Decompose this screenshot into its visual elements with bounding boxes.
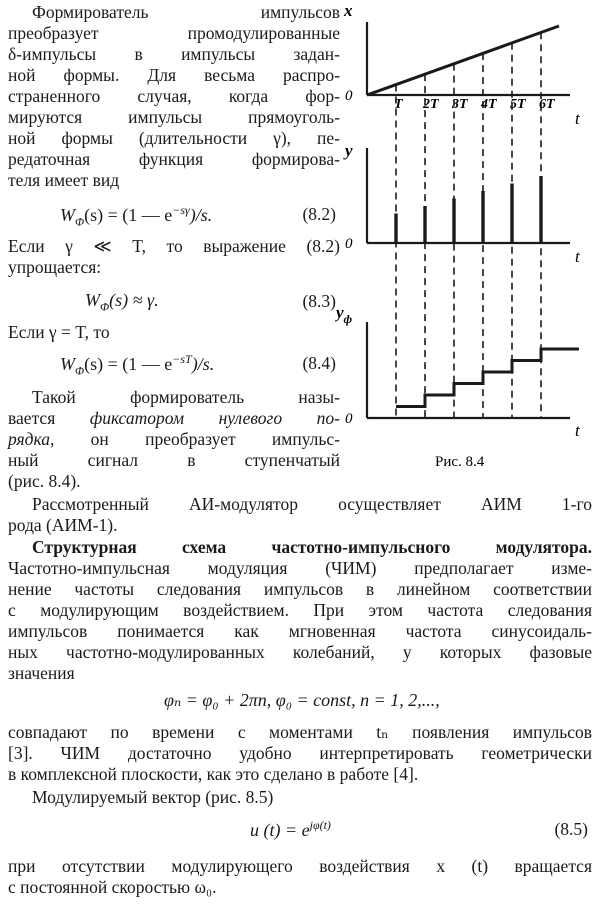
t-label: t <box>575 421 580 440</box>
text-line: редаточная функция формирова- <box>8 149 340 169</box>
text-line: вается фиксатором нулевого по- <box>8 408 341 428</box>
text-line: нение частоты следования импульсов в линейном соответствии <box>8 579 592 599</box>
text-line: Если γ ≪ T, то выражение (8.2) <box>8 236 340 256</box>
tick-label: 2T <box>423 97 439 112</box>
equation-number: (8.2) <box>302 204 336 224</box>
section-heading: Структурная схема частотно-импульсного модулятора. <box>32 537 592 557</box>
yf-label: $y_ф$ <box>336 303 353 326</box>
figure-caption: Рис. 8.4 <box>435 454 485 470</box>
emphasis: фиксатором нулевого по- <box>89 408 341 428</box>
zero-label: 0 <box>345 236 353 252</box>
text-line: (рис. 8.4). <box>8 471 81 491</box>
text-line: совпадают по времени с моментами tₙ появления импульсов <box>8 722 592 742</box>
text-line: страненного случая, когда фор- <box>8 86 340 106</box>
zero-label: 0 <box>345 88 353 104</box>
text-line: δ-импульсы в импульсы задан- <box>8 44 340 64</box>
emphasis: рядка <box>8 429 51 449</box>
equation-8-3: $W_\Phi(s) \approx \gamma$. <box>85 290 159 314</box>
x-label: x <box>344 1 353 20</box>
tick-label: T <box>394 97 403 112</box>
t-label: t <box>575 109 580 128</box>
text-line: рядка, он преобразует импульс- <box>8 429 340 449</box>
text-line: Формирователь импульсов <box>32 2 340 22</box>
t-label: t <box>575 247 580 266</box>
text-line: ной формы. Для весьма распро- <box>8 65 340 85</box>
text-line: рода (АИМ-1). <box>8 515 118 535</box>
text-line: Частотно-импульсная модуляция (ЧИМ) предполагает изме- <box>8 558 592 578</box>
text-line: при отсутствии модулирующего воздействия x (t) вращается <box>8 856 592 876</box>
equation-number: (8.5) <box>554 819 588 839</box>
equation-phi: φₙ = φ₀ + 2πn, φ₀ = const, n = 1, 2,..., <box>164 690 440 710</box>
text-line: преобразует промодулированные <box>8 23 340 43</box>
text-line: теля имеет вид <box>8 170 120 190</box>
equation-8-2: $W_\Phi(s) = (1$ — $e^{-s\gamma})/s$. <box>60 203 213 229</box>
tick-label: 5T <box>510 97 526 112</box>
equation-8-4: $W_\Phi(s) = (1$ — $e^{-sT})/s$. <box>60 352 215 378</box>
text-line: упрощается: <box>8 257 102 277</box>
zero-label: 0 <box>345 411 353 427</box>
y-label: y <box>345 141 353 160</box>
equation-8-5: u $(t) = e^{j\varphi(t)}$ <box>250 818 331 840</box>
tick-label: 6T <box>539 97 555 112</box>
tick-label: 4T <box>481 97 497 112</box>
text-line: Такой формирователь назы- <box>32 387 340 407</box>
text-line: мируются импульсы прямоуголь- <box>8 107 340 127</box>
text-line: Модулируемый вектор (рис. 8.5) <box>32 787 274 807</box>
text-line: ной формы (длительности γ), пе- <box>8 128 340 148</box>
equation-number: (8.3) <box>302 291 336 311</box>
text-line: ных частотно-модулированных колебаний, у которых фазовые <box>8 642 592 662</box>
text-line: в комплексной плоскости, как это сделано в работе [4]. <box>8 764 419 784</box>
text-line: Рассмотренный АИ-модулятор осуществляет АИМ 1-го <box>32 494 592 514</box>
text-line: ный сигнал в ступенчатый <box>8 450 340 470</box>
equation-number: (8.4) <box>302 353 336 373</box>
tick-label: 3T <box>452 97 468 112</box>
text-line: значения <box>8 663 75 683</box>
text-line: Если γ = T, то <box>8 322 110 342</box>
text-line: импульсов понимается как мгновенная частота синусоидаль- <box>8 621 592 641</box>
text-line: с постоянной скоростью ω₀. <box>8 877 217 897</box>
text-line: [3]. ЧИМ достаточно удобно интерпретировать геометрически <box>8 743 592 763</box>
text-line: с модулирующим воздействием. При этом частота следования <box>8 600 592 620</box>
main-text <box>8 0 592 912</box>
